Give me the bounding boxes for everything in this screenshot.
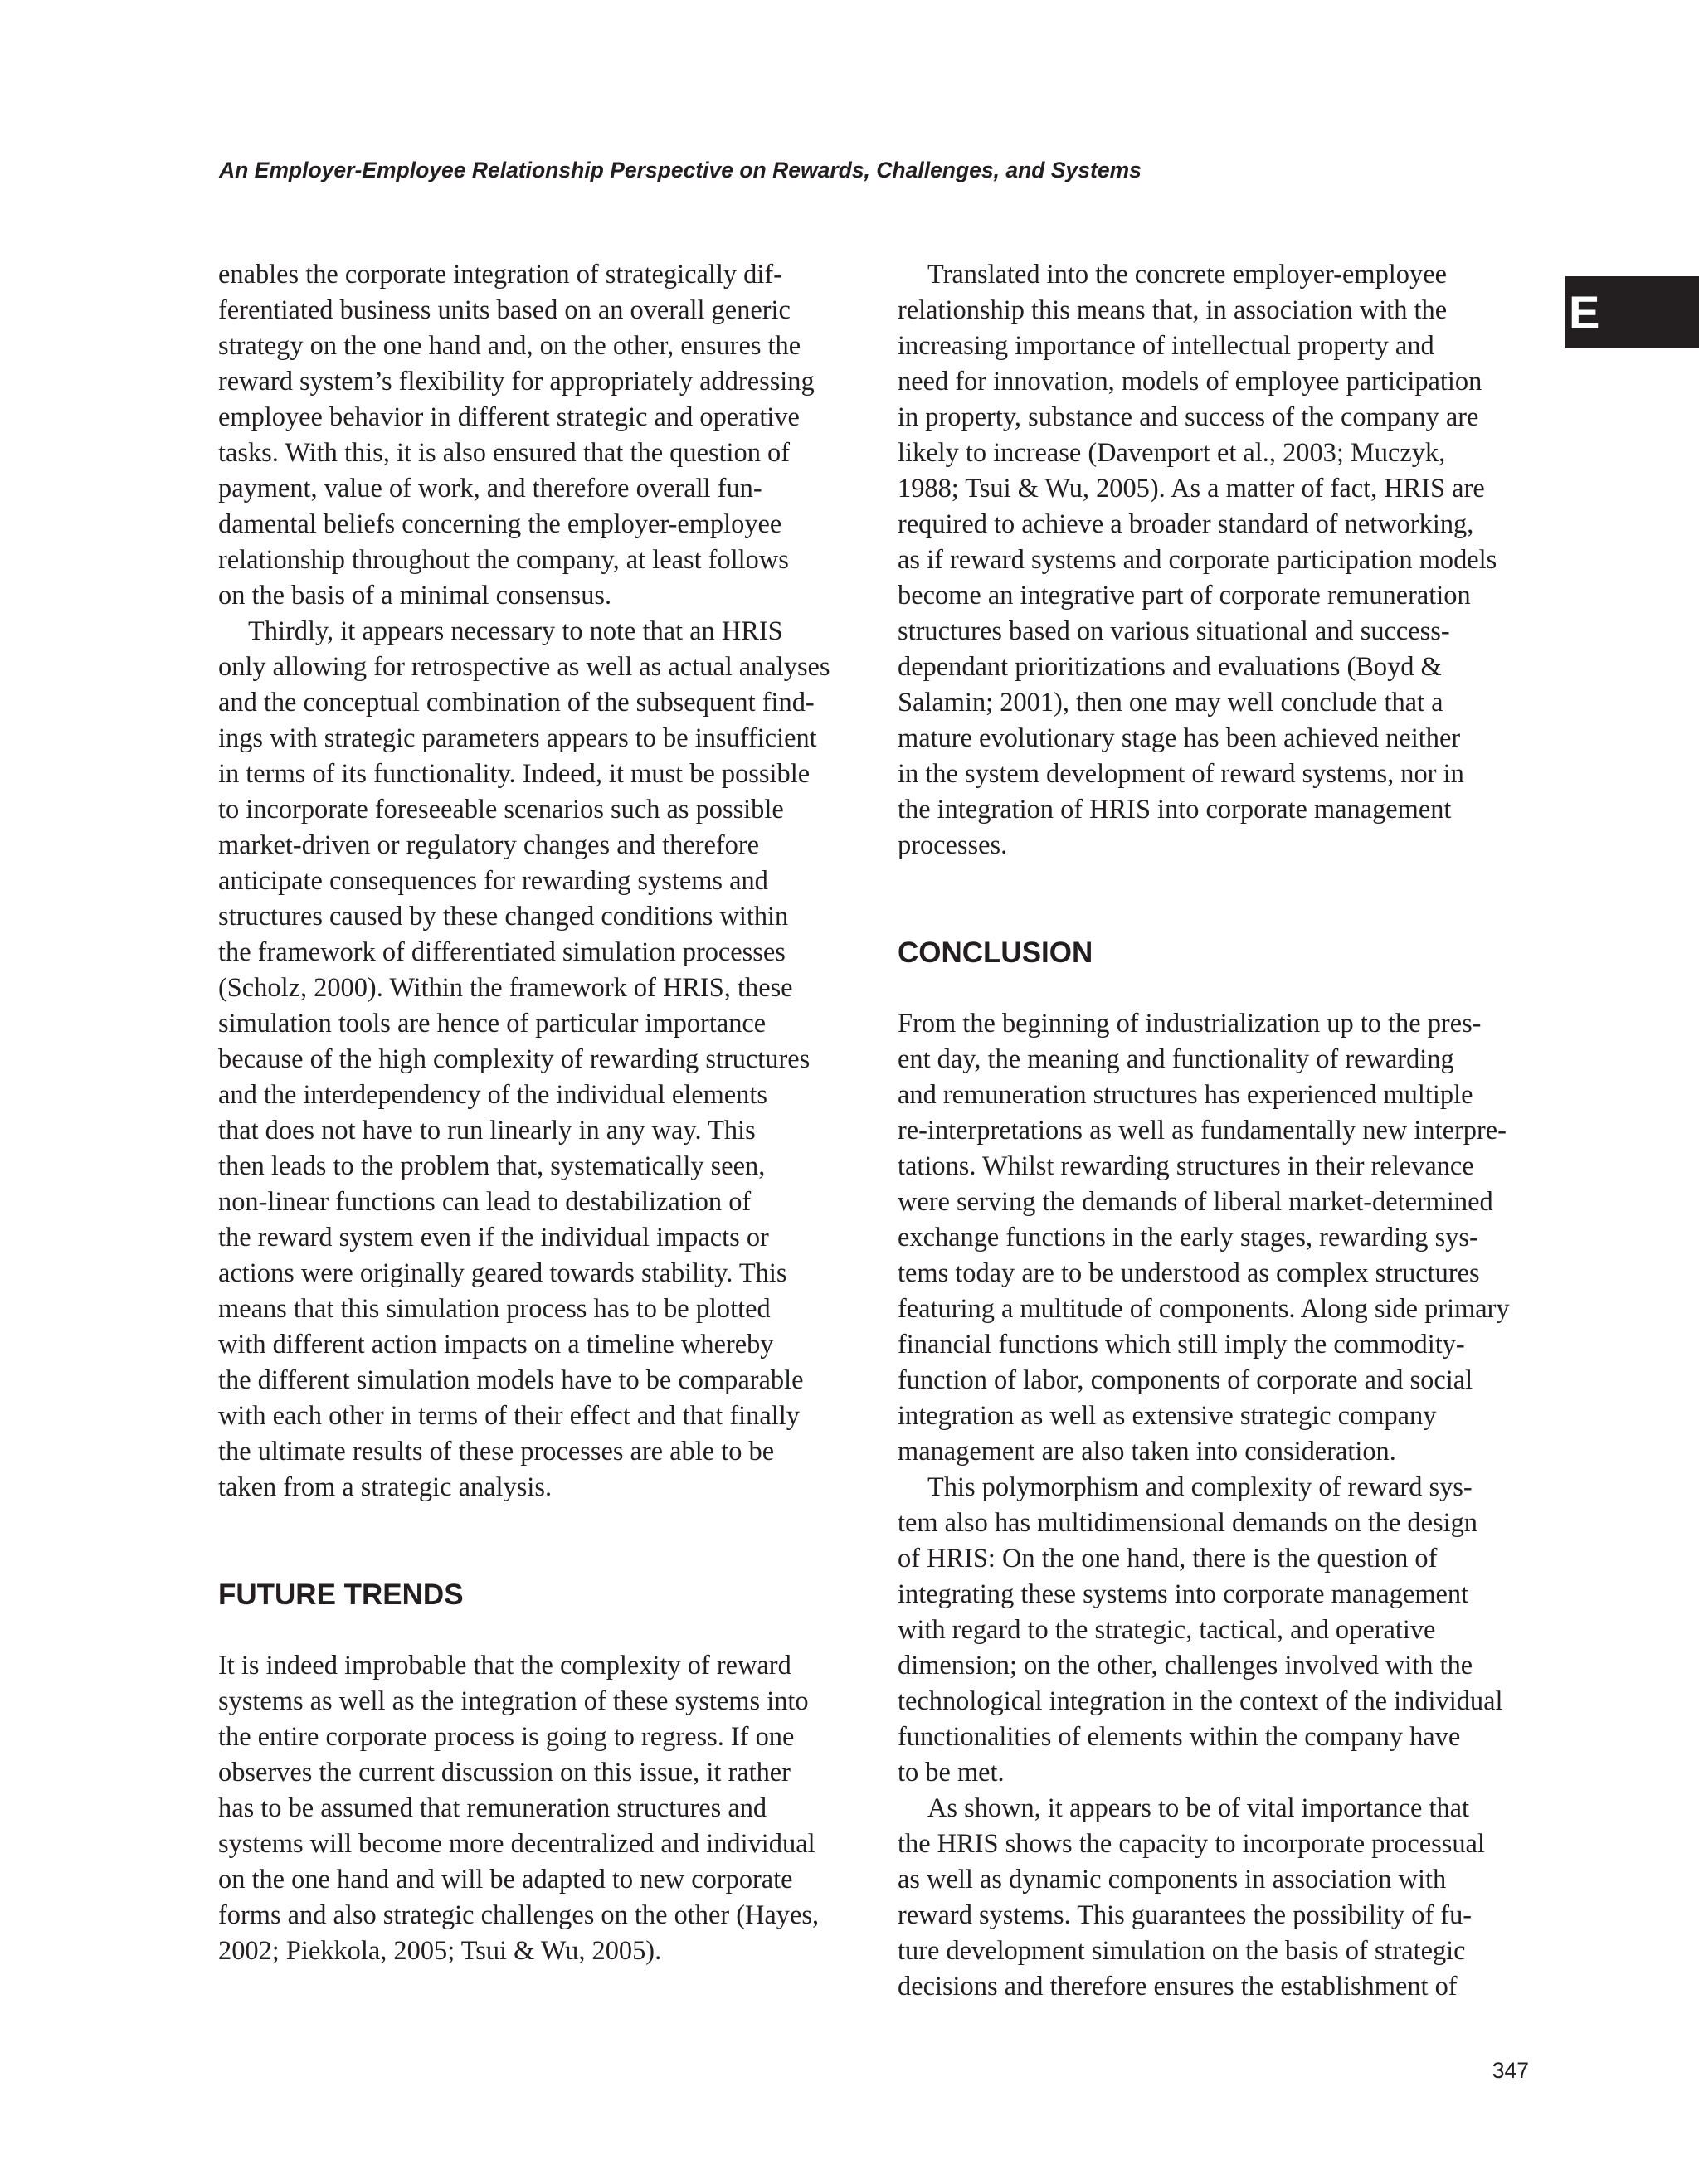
text-line: increasing importance of intellectual property and bbox=[898, 331, 1434, 361]
text-line: need for innovation, models of employee participation bbox=[898, 367, 1482, 396]
text-line: From the beginning of industrialization up to the pres- bbox=[898, 1009, 1482, 1038]
text-line: forms and also strategic challenges on the other (Hayes, bbox=[218, 1900, 820, 1930]
text-line: of HRIS: On the one hand, there is the question of bbox=[898, 1544, 1438, 1574]
text-line: means that this simulation process has to be plotted bbox=[218, 1294, 771, 1324]
text-line: Translated into the concrete employer-employee bbox=[927, 260, 1447, 289]
section-tab-letter: E bbox=[1565, 276, 1699, 348]
text-line: functionalities of elements within the company have bbox=[898, 1722, 1461, 1752]
text-line: as well as dynamic components in association with bbox=[898, 1865, 1447, 1895]
text-line: simulation tools are hence of particular importance bbox=[218, 1009, 767, 1038]
text-line: the framework of differentiated simulation processes bbox=[218, 937, 786, 967]
text-line: ings with strategic parameters appears to be insufficient bbox=[218, 723, 817, 753]
text-line: ent day, the meaning and functionality of rewarding bbox=[898, 1044, 1454, 1074]
text-line: anticipate consequences for rewarding systems and bbox=[218, 866, 768, 896]
text-line: re-interpretations as well as fundamentally new interpre- bbox=[898, 1116, 1507, 1146]
text-line: exchange functions in the early stages, rewarding sys- bbox=[898, 1223, 1478, 1253]
text-line: financial functions which still imply the commodity- bbox=[898, 1330, 1465, 1360]
text-line: processes. bbox=[898, 830, 1008, 860]
paragraph bbox=[218, 1648, 820, 1969]
text-line: and remuneration structures has experienced multiple bbox=[898, 1080, 1473, 1110]
text-line: and the conceptual combination of the subsequent find- bbox=[218, 688, 815, 717]
text-line: Salamin; 2001), then one may well conclude that a bbox=[898, 688, 1443, 717]
text-line: taken from a strategic analysis. bbox=[218, 1472, 553, 1502]
text-line: tations. Whilst rewarding structures in their relevance bbox=[898, 1151, 1474, 1181]
text-line: 2002; Piekkola, 2005; Tsui & Wu, 2005). bbox=[218, 1936, 662, 1966]
text-line: payment, value of work, and therefore overall fun- bbox=[218, 474, 762, 503]
text-line: market-driven or regulatory changes and therefore bbox=[218, 830, 760, 860]
text-line: featuring a multitude of components. Along side primary bbox=[898, 1294, 1510, 1324]
text-line: tems today are to be understood as complex structures bbox=[898, 1258, 1480, 1288]
text-line: the different simulation models have to be comparable bbox=[218, 1365, 804, 1395]
text-line: the ultimate results of these processes are able to be bbox=[218, 1437, 775, 1467]
text-line: to incorporate foreseeable scenarios such as possible bbox=[218, 795, 784, 824]
text-line: systems as well as the integration of these systems into bbox=[218, 1686, 809, 1716]
text-line: tem also has multidimensional demands on the design bbox=[898, 1508, 1477, 1538]
text-line: reward system’s flexibility for appropriately addressing bbox=[218, 367, 815, 396]
text-line: become an integrative part of corporate remuneration bbox=[898, 581, 1471, 610]
text-line: in the system development of reward systems, nor in bbox=[898, 759, 1464, 789]
text-line: and the interdependency of the individual elements bbox=[218, 1080, 767, 1110]
text-line: function of labor, components of corporate and social bbox=[898, 1365, 1473, 1395]
text-line: This polymorphism and complexity of reward sys- bbox=[927, 1472, 1473, 1502]
text-line: dependant prioritizations and evaluations (Boyd & bbox=[898, 652, 1442, 682]
paragraph bbox=[898, 1791, 1485, 2005]
running-header: An Employer-Employee Relationship Perspective on Rewards, Challenges, and Systems bbox=[219, 158, 1142, 182]
text-line: strategy on the one hand and, on the other, ensures the bbox=[218, 331, 801, 361]
text-line: in property, substance and success of the company are bbox=[898, 402, 1479, 432]
text-line: on the one hand and will be adapted to new corporate bbox=[218, 1865, 793, 1895]
text-line: 1988; Tsui & Wu, 2005). As a matter of fact, HRIS are bbox=[898, 474, 1485, 503]
text-line: damental beliefs concerning the employer-employee bbox=[218, 509, 782, 539]
text-line: As shown, it appears to be of vital importance that bbox=[927, 1793, 1470, 1823]
text-line: only allowing for retrospective as well as actual analyses bbox=[218, 652, 830, 682]
text-line: decisions and therefore ensures the establishment of bbox=[898, 1972, 1458, 2002]
text-line: the integration of HRIS into corporate management bbox=[898, 795, 1452, 824]
text-line: ferentiated business units based on an overall generic bbox=[218, 295, 791, 325]
text-line: dimension; on the other, challenges involved with the bbox=[898, 1651, 1473, 1681]
text-line: ture development simulation on the basis of strategic bbox=[898, 1936, 1466, 1966]
page-number: 347 bbox=[1492, 2058, 1529, 2083]
text-line: structures caused by these changed conditions within bbox=[218, 902, 789, 931]
text-line: relationship throughout the company, at least follows bbox=[218, 545, 789, 575]
text-line: likely to increase (Davenport et al., 2003; Muczyk, bbox=[898, 438, 1446, 468]
text-line: employee behavior in different strategic and operative bbox=[218, 402, 800, 432]
section-heading-conclusion: CONCLUSION bbox=[898, 936, 1093, 969]
text-line: required to achieve a broader standard of networking, bbox=[898, 509, 1474, 539]
right-column bbox=[898, 257, 1510, 2005]
text-line: integrating these systems into corporate management bbox=[898, 1579, 1469, 1609]
text-line: with different action impacts on a timeline whereby bbox=[218, 1330, 774, 1360]
left-column bbox=[218, 257, 830, 1969]
text-line: relationship this means that, in association with the bbox=[898, 295, 1448, 325]
text-line: that does not have to run linearly in any way. This bbox=[218, 1116, 756, 1146]
text-line: the reward system even if the individual impacts or bbox=[218, 1223, 769, 1253]
text-line: mature evolutionary stage has been achieved neither bbox=[898, 723, 1461, 753]
text-line: integration as well as extensive strategic company bbox=[898, 1401, 1437, 1431]
paragraph bbox=[218, 257, 815, 614]
text-line: with regard to the strategic, tactical, and operative bbox=[898, 1615, 1436, 1645]
text-line: the HRIS shows the capacity to incorporate processual bbox=[898, 1829, 1485, 1859]
text-line: Thirdly, it appears necessary to note that an HRIS bbox=[248, 616, 783, 646]
text-line: then leads to the problem that, systematically seen, bbox=[218, 1151, 766, 1181]
text-line: tasks. With this, it is also ensured that the question of bbox=[218, 438, 791, 468]
section-heading-future-trends: FUTURE TRENDS bbox=[218, 1578, 464, 1611]
text-line: to be met. bbox=[898, 1758, 1005, 1788]
text-line: actions were originally geared towards stability. This bbox=[218, 1258, 787, 1288]
text-line: technological integration in the context of the individual bbox=[898, 1686, 1503, 1716]
text-line: with each other in terms of their effect and that finally bbox=[218, 1401, 800, 1431]
text-line: reward systems. This guarantees the possibility of fu- bbox=[898, 1900, 1473, 1930]
text-line: enables the corporate integration of strategically dif- bbox=[218, 260, 782, 289]
text-line: observes the current discussion on this issue, it rather bbox=[218, 1758, 791, 1788]
text-line: (Scholz, 2000). Within the framework of HRIS, these bbox=[218, 973, 793, 1003]
text-line: structures based on various situational and success- bbox=[898, 616, 1450, 646]
text-line: has to be assumed that remuneration structures and bbox=[218, 1793, 767, 1823]
text-line: as if reward systems and corporate participation models bbox=[898, 545, 1497, 575]
paragraph bbox=[898, 1470, 1503, 1791]
text-line: management are also taken into consideration. bbox=[898, 1437, 1396, 1467]
text-line: non-linear functions can lead to destabilization of bbox=[218, 1187, 752, 1217]
text-line: on the basis of a minimal consensus. bbox=[218, 581, 612, 610]
paragraph bbox=[898, 257, 1497, 863]
text-line: in terms of its functionality. Indeed, it must be possible bbox=[218, 759, 811, 789]
text-line: systems will become more decentralized and individual bbox=[218, 1829, 815, 1859]
paragraph bbox=[218, 614, 830, 1505]
text-line: because of the high complexity of rewarding structures bbox=[218, 1044, 811, 1074]
paragraph bbox=[898, 1006, 1510, 1470]
text-line: were serving the demands of liberal market-determined bbox=[898, 1187, 1493, 1217]
text-line: the entire corporate process is going to regress. If one bbox=[218, 1722, 795, 1752]
text-line: It is indeed improbable that the complexity of reward bbox=[218, 1651, 791, 1681]
